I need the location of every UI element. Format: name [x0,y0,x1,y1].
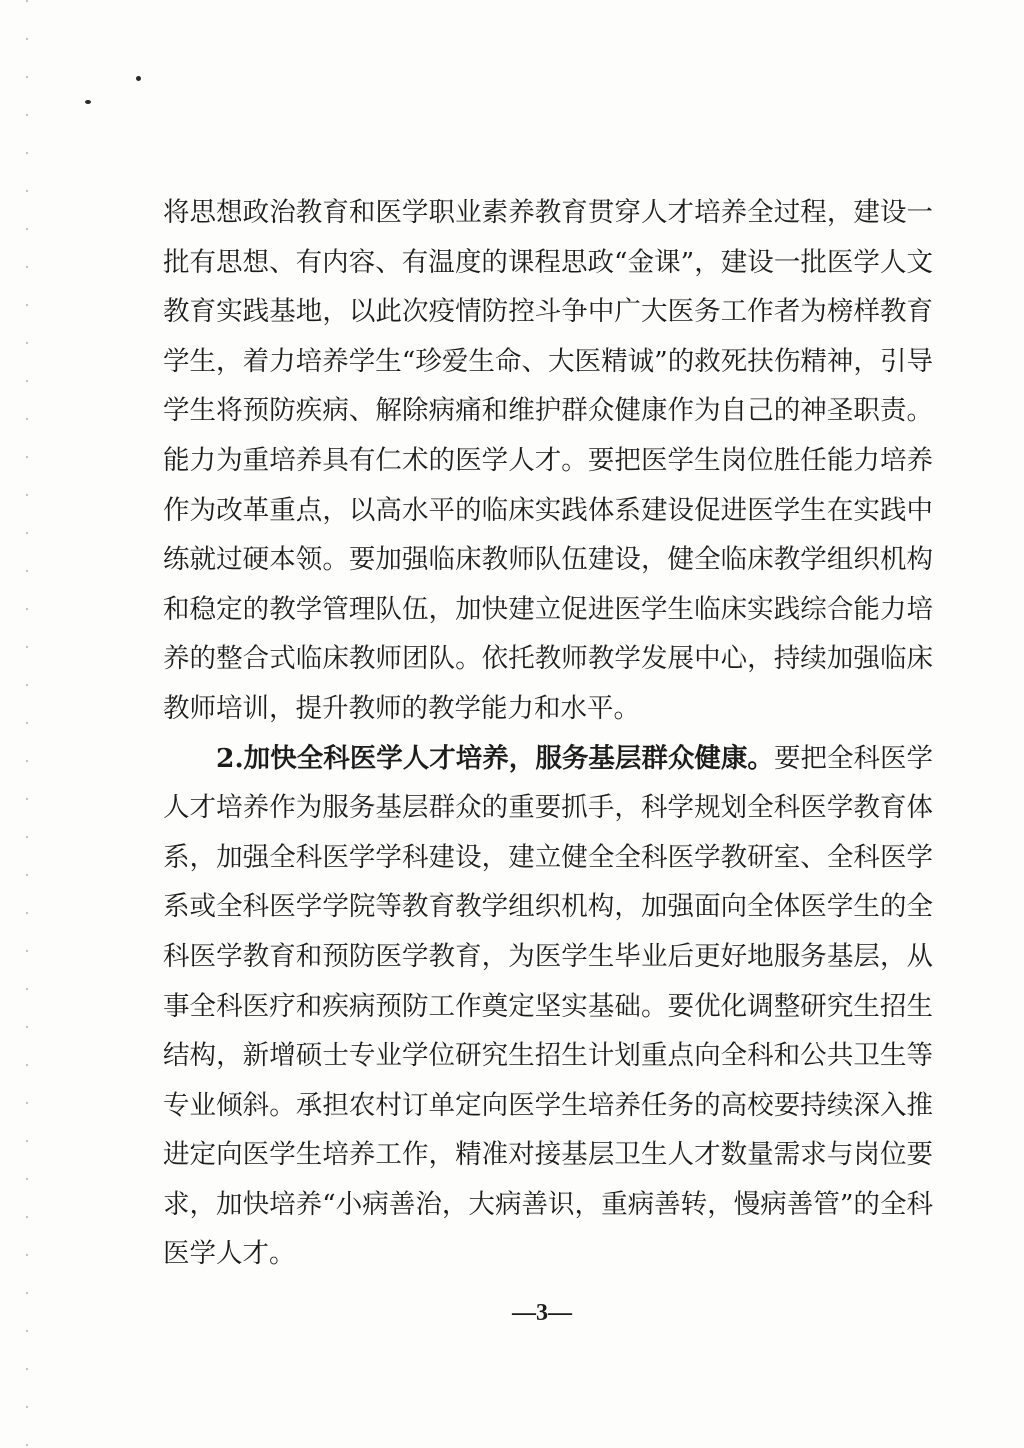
paragraph-text: 要把全科医学人才培养作为服务基层群众的重要抓手，科学规划全科医学教育体系，加强全科医学学科建设，建立健全全科医学教研室、全科医学系或全科医学学院等教育教学组织机构，加强面向全体医学生的全科医学教育和预防医学教育，为医学生毕业后更好地服务基层，从事全科医疗和疾病预防工作奠定坚实基础。要优化调整研究生招生结构，新增硕士专业学位研究生招生计划重点向全科和公共卫生等专业倾斜。承担农村订单定向医学生培养任务的高校要持续深入推进定向医学生培养工作，精准对接基层卫生人才数量需求与岗位要求，加快培养“小病善治，大病善识，重病善转，慢病善管”的全科医学人才。 [163,742,934,1270]
scan-speck [85,100,91,104]
body-text [163,188,933,1279]
scan-speck [136,76,141,81]
section-heading: 2.加快全科医学人才培养，服务基层群众健康。 [216,742,774,774]
page-number: —3— [512,1300,572,1326]
scan-edge-artifacts [26,0,28,1448]
paragraph [163,734,933,1280]
paragraph: 将思想政治教育和医学职业素养教育贯穿人才培养全过程，建设一批有思想、有内容、有温度的课程思政“金课”，建设一批医学人文教育实践基地，以此次疫情防控斗争中广大医务工作者为榜样教育学生，着力培养学生“珍爱生命、大医精诚”的救死扶伤精神，引导学生将预防疾病、解除病痛和维护群众健康作为自己的神圣职责。能力为重培养具有仁术的医学人才。要把医学生岗位胜任能力培养作为改革重点，以高水平的临床实践体系建设促进医学生在实践中练就过硬本领。要加强临床教师队伍建设，健全临床教学组织机构和稳定的教学管理队伍，加快建立促进医学生临床实践综合能力培养的整合式临床教师团队。依托教师教学发展中心，持续加强临床教师培训，提升教师的教学能力和水平。 [163,197,933,724]
